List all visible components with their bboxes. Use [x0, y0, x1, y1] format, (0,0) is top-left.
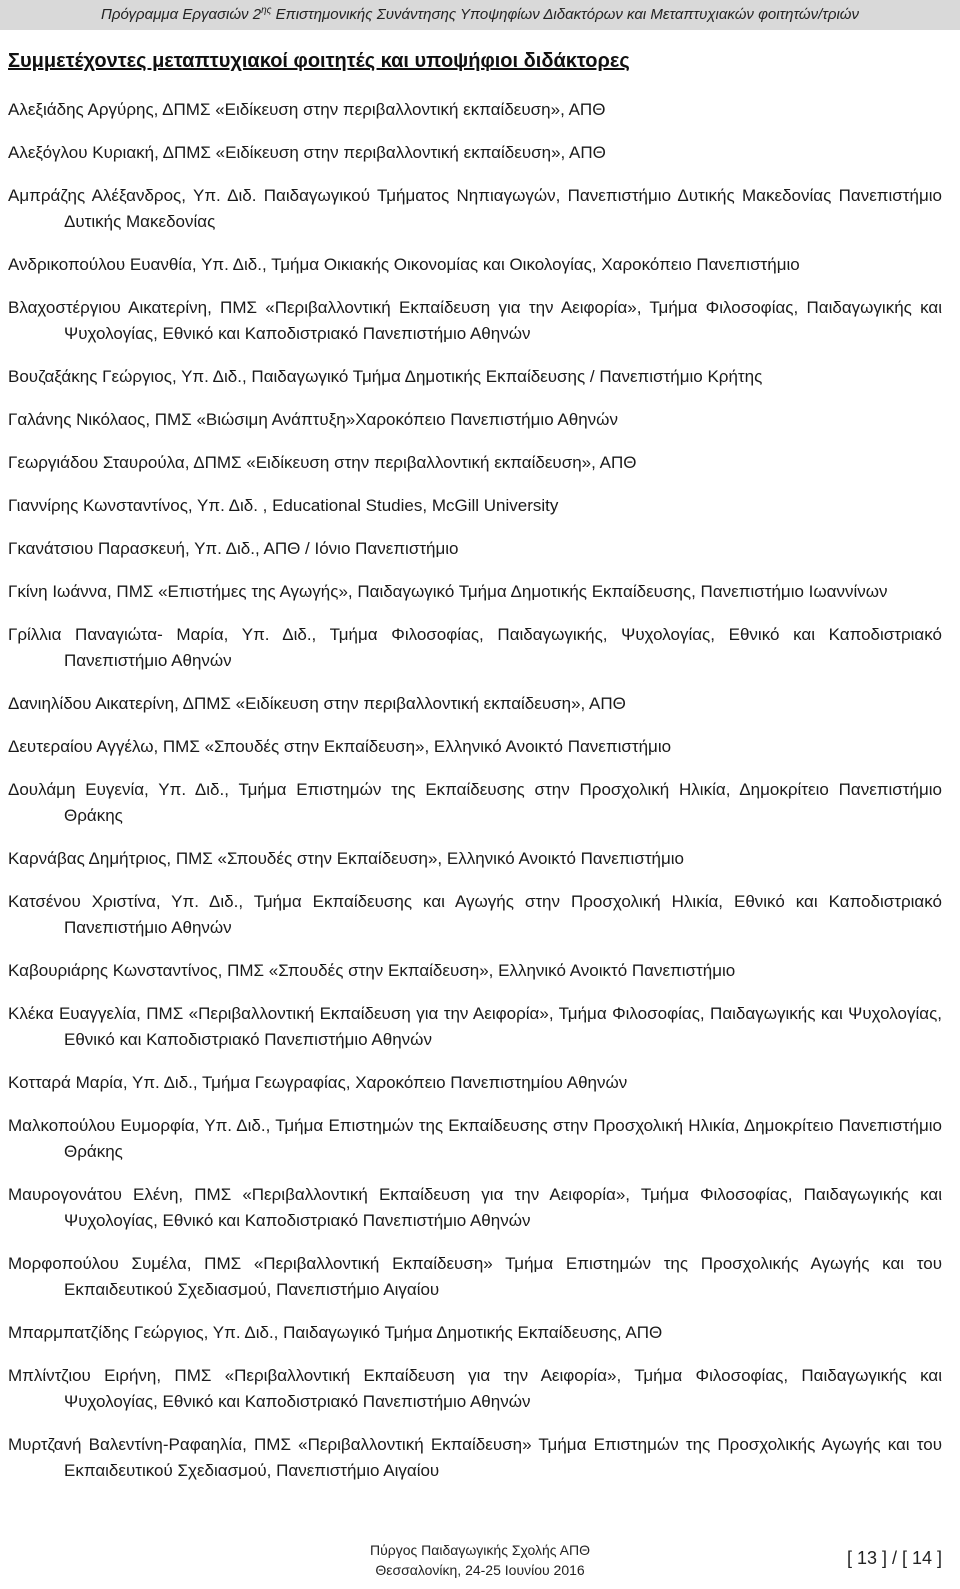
participant-entry: Μπλίντζιου Ειρήνη, ΠΜΣ «Περιβαλλοντική Εκπαίδευση για την Αειφορία», Τμήμα Φιλοσοφίας, Παιδαγωγικής και Ψυχολογίας, Εθνικό και Καποδιστριακό Πανεπιστήμιο Αθηνών	[8, 1366, 942, 1411]
footer-location-date: Θεσσαλονίκη, 24-25 Ιουνίου 2016	[375, 1562, 585, 1578]
participant-entry: Κλέκα Ευαγγελία, ΠΜΣ «Περιβαλλοντική Εκπαίδευση για την Αειφορία», Τμήμα Φιλοσοφίας, Παιδαγωγικής και Ψυχολογίας, Εθνικό και Καποδιστριακό Πανεπιστήμιο Αθηνών	[8, 1004, 942, 1049]
page-number: [ 13 ] / [ 14 ]	[846, 1548, 942, 1568]
header-text-start: Πρόγραμμα Εργασιών 2	[101, 6, 262, 23]
footer-venue: Πύργος Παιδαγωγικής Σχολής ΑΠΘ	[370, 1542, 590, 1558]
participant-entry: Γκίνη Ιωάννα, ΠΜΣ «Επιστήμες της Αγωγής», Παιδαγωγικό Τμήμα Δημοτικής Εκπαίδευσης, Πανεπιστήμιο Ιωαννίνων	[8, 582, 888, 601]
participant-entry: Δουλάμη Ευγενία, Υπ. Διδ., Τμήμα Επιστημών της Εκπαίδευσης στην Προσχολική Ηλικία, Δημοκρίτειο Πανεπιστήμιο Θράκης	[8, 780, 942, 825]
participant-entry: Μαλκοπούλου Ευμορφία, Υπ. Διδ., Τμήμα Επιστημών της Εκπαίδευσης στην Προσχολική Ηλικία, Δημοκρίτειο Πανεπιστήμιο Θράκης	[8, 1116, 942, 1161]
participants-list	[8, 97, 942, 1501]
participant-entry: Βουζαξάκης Γεώργιος, Υπ. Διδ., Παιδαγωγικό Τμήμα Δημοτικής Εκπαίδευσης / Πανεπιστήμιο Κρήτης	[8, 367, 763, 386]
participant-entry: Ανδρικοπούλου Ευανθία, Υπ. Διδ., Τμήμα Οικιακής Οικονομίας και Οικολογίας, Χαροκόπειο Πανεπιστήμιο	[8, 255, 800, 274]
header-superscript: ης	[261, 5, 272, 16]
participant-entry: Γεωργιάδου Σταυρούλα, ΔΠΜΣ «Ειδίκευση στην περιβαλλοντική εκπαίδευση», ΑΠΘ	[8, 453, 637, 472]
participant-entry: Γκανάτσιου Παρασκευή, Υπ. Διδ., ΑΠΘ / Ιόνιο Πανεπιστήμιο	[8, 539, 459, 558]
footer	[0, 1540, 960, 1580]
participant-entry: Μαυρογονάτου Ελένη, ΠΜΣ «Περιβαλλοντική Εκπαίδευση για την Αειφορία», Τμήμα Φιλοσοφίας, Παιδαγωγικής και Ψυχολογίας, Εθνικό και Καποδιστριακό Πανεπιστήμιο Αθηνών	[8, 1185, 942, 1230]
participant-entry: Γρίλλια Παναγιώτα- Μαρία, Υπ. Διδ., Τμήμα Φιλοσοφίας, Παιδαγωγικής, Ψυχολογίας, Εθνικό και Καποδιστριακό Πανεπιστήμιο Αθηνών	[8, 625, 942, 670]
participant-entry: Καβουριάρης Κωνσταντίνος, ΠΜΣ «Σπουδές στην Εκπαίδευση», Ελληνικό Ανοικτό Πανεπιστήμιο	[8, 961, 736, 980]
participant-entry: Κοτταρά Μαρία, Υπ. Διδ., Τμήμα Γεωγραφίας, Χαροκόπειο Πανεπιστημίου Αθηνών	[8, 1073, 628, 1092]
participant-entry: Κατσένου Χριστίνα, Υπ. Διδ., Τμήμα Εκπαίδευσης και Αγωγής στην Προσχολική Ηλικία, Εθνικό και Καποδιστριακό Πανεπιστήμιο Αθηνών	[8, 892, 942, 937]
participant-entry: Αλεξόγλου Κυριακή, ΔΠΜΣ «Ειδίκευση στην περιβαλλοντική εκπαίδευση», ΑΠΘ	[8, 143, 606, 162]
running-header	[0, 0, 960, 30]
participant-entry: Γαλάνης Νικόλαος, ΠΜΣ «Βιώσιμη Ανάπτυξη»Χαροκόπειο Πανεπιστήμιο Αθηνών	[8, 410, 618, 429]
participant-entry: Καρνάβας Δημήτριος, ΠΜΣ «Σπουδές στην Εκπαίδευση», Ελληνικό Ανοικτό Πανεπιστήμιο	[8, 849, 685, 868]
participant-entry: Μυρτζανή Βαλεντίνη-Ραφαηλία, ΠΜΣ «Περιβαλλοντική Εκπαίδευση» Τμήμα Επιστημών της Προσχολικής Αγωγής και του Εκπαιδευτικού Σχεδιασμού, Πανεπιστήμιο Αιγαίου	[8, 1435, 942, 1480]
section-title: Συμμετέχοντες μεταπτυχιακοί φοιτητές και υποψήφιοι διδάκτορες	[8, 50, 630, 72]
participant-entry: Δευτεραίου Αγγέλω, ΠΜΣ «Σπουδές στην Εκπαίδευση», Ελληνικό Ανοικτό Πανεπιστήμιο	[8, 737, 672, 756]
participant-entry: Δανιηλίδου Αικατερίνη, ΔΠΜΣ «Ειδίκευση στην περιβαλλοντική εκπαίδευση», ΑΠΘ	[8, 694, 626, 713]
participant-entry: Αλεξιάδης Αργύρης, ΔΠΜΣ «Ειδίκευση στην περιβαλλοντική εκπαίδευση», ΑΠΘ	[8, 100, 606, 119]
participant-entry: Μορφοπούλου Συμέλα, ΠΜΣ «Περιβαλλοντική Εκπαίδευση» Τμήμα Επιστημών της Προσχολικής Αγωγής και του Εκπαιδευτικού Σχεδιασμού, Πανεπιστήμιο Αιγαίου	[8, 1254, 942, 1299]
participant-entry: Βλαχοστέργιου Αικατερίνη, ΠΜΣ «Περιβαλλοντική Εκπαίδευση για την Αειφορία», Τμήμα Φιλοσοφίας, Παιδαγωγικής και Ψυχολογίας, Εθνικό και Καποδιστριακό Πανεπιστήμιο Αθηνών	[8, 298, 942, 343]
participant-entry: Γιαννίρης Κωνσταντίνος, Υπ. Διδ. , Educational Studies, McGill University	[8, 496, 559, 515]
header-text-end: Επιστημονικής Συνάντησης Υποψηφίων Διδακτόρων και Μεταπτυχιακών φοιτητών/τριών	[271, 6, 859, 23]
participant-entry: Μπαρμπατζίδης Γεώργιος, Υπ. Διδ., Παιδαγωγικό Τμήμα Δημοτικής Εκπαίδευσης, ΑΠΘ	[8, 1323, 663, 1342]
participant-entry: Αμπράζης Αλέξανδρος, Υπ. Διδ. Παιδαγωγικού Τμήματος Νηπιαγωγών, Πανεπιστήμιο Δυτικής Μακεδονίας Πανεπιστήμιο Δυτικής Μακεδονίας	[8, 186, 942, 231]
